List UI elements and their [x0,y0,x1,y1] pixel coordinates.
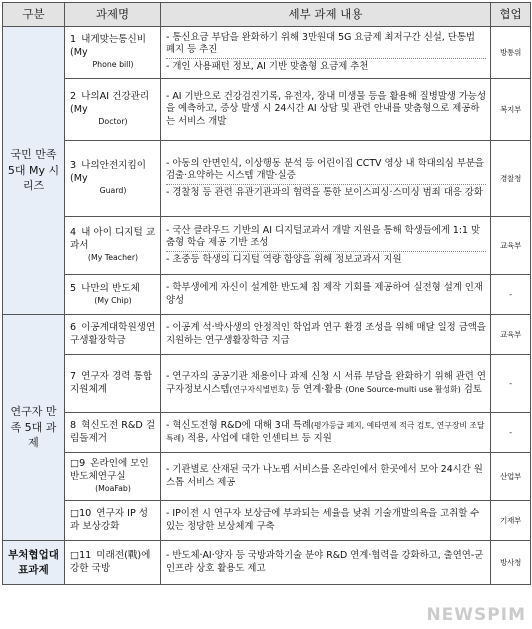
task-subtitle: Phone bill) [92,60,134,70]
task-name [65,355,161,413]
task-number: 8 [70,420,77,432]
task-details: - 기관별로 산재된 국가 나노팹 서비스를 온라인에서 한곳에서 모아 24시간 원스톱 서비스 제공 [161,453,491,501]
cooperation-agency: 산업부 [491,453,531,501]
cooperation-agency: 방통위 [491,27,531,79]
table-row [3,79,531,141]
task-number: 5 [70,282,77,294]
task-details: - 아동의 안면인식, 이상행동 분석 등 어린이집 CCTV 영상 내 학대의심 부분을 검출·요약하는 시스템 개발·실증 - 경찰청 등 관련 유관기관과의 협력을 통한 보이스피싱·스미싱 범죄 대응 강화 [161,141,491,217]
table-row [3,501,531,541]
task-title: 내게맞는통신비(My [70,34,146,58]
cooperation-agency: 복지부 [491,79,531,141]
task-name [65,275,161,315]
task-name [65,315,161,355]
task-title: 온라인에 모인 반도체연구실 [70,458,149,482]
table-row [3,315,531,355]
task-details: - 학부생에게 자신이 설계한 반도체 칩 제작 기회를 제공하여 실전형 설계 인재 양성 [161,275,491,315]
task-title: 내 아이 디지털 교과서 [70,227,156,251]
table-row [3,141,531,217]
task-details: - 국산 클라우드 기반의 AI 디지털교과서 개발 지원을 통해 학생들에게 1:1 맞춤형 학습 제공 기반 조성 - 초중등 학생의 디지털 역량 함양을 위해 정보교과서 지원 [161,217,491,275]
header-cooperation: 협업 [491,3,531,27]
task-title: 미래전(戰)에 강한 국방 [70,550,151,574]
category-researcher: 연구자 만족 5대 과제 [3,315,65,541]
task-number: 2 [70,91,77,103]
task-subtitle: (MoaFab) [95,484,131,494]
task-subtitle: Doctor) [98,117,128,127]
task-name [65,27,161,79]
cooperation-agency: - [491,413,531,453]
header-row [3,3,531,27]
task-number: □9 [70,458,86,470]
task-subtitle: (My Teacher) [87,253,139,263]
cooperation-agency: 교육부 [491,217,531,275]
task-subtitle: (My Chip) [94,296,132,306]
table-row [3,541,531,585]
task-number: 3 [70,160,77,172]
task-details: - 이공계 석·박사생의 안정적인 학업과 연구 환경 조성을 위해 매달 일정 금액을 지원하는 연구생활장학금 지급 [161,315,491,355]
task-number: 7 [70,371,77,383]
task-name [65,413,161,453]
task-details: - 연구자의 공공기관 채용이나 과제 신청 시 서류 부담을 완화하기 위해 관련 연구자정보시스템(연구자식별번호) 등 연계·활용 (One Source-multi use 활성화) 검토 [161,355,491,413]
task-number: 4 [70,227,77,239]
task-name [65,501,161,541]
cooperation-agency: 경찰청 [491,141,531,217]
task-subtitle: Guard) [99,186,127,196]
header-task-name: 과제명 [65,3,161,27]
task-title: 혁신도전 R&D 걸림돌제거 [70,420,156,444]
task-number: □10 [70,508,92,520]
task-name [65,217,161,275]
cooperation-agency: 기재부 [491,501,531,541]
watermark: NEWSPIM [426,605,526,625]
category-my-series: 국민 만족 5대 My 시리즈 [3,27,65,315]
task-title: 나만의 반도체 [81,282,140,294]
task-title: 연구자 IP 성과 보상강화 [70,508,149,532]
cooperation-agency: - [491,355,531,413]
task-name [65,141,161,217]
task-details: - 혁신도전형 R&D에 대해 3대 특례(평가등급 폐지, 예타면제 적극 검토, 연구장비 조달특례) 적용, 사업에 대한 인센티브 등 지원 [161,413,491,453]
header-details: 세부 과제 내용 [161,3,491,27]
task-table [2,2,531,585]
cooperation-agency: - [491,275,531,315]
task-number: 1 [70,34,77,46]
task-details: - 반도체·AI·양자 등 국방과학기술 분야 R&D 연계·협력을 강화하고, 출연연-군 인프라 상호 활용도 제고 [161,541,491,585]
task-title: 이공계대학원생연구생활장학금 [70,322,156,346]
table-row [3,355,531,413]
task-title: 나의AI 건강관리(My [70,91,150,115]
table-row [3,413,531,453]
task-details: - IP이전 시 연구자 보상금에 부과되는 세율을 낮춰 기술개발의욕을 고취할 수 있는 정당한 보상체계 구축 [161,501,491,541]
task-details: - 통신요금 부담을 완화하기 위해 3만원대 5G 요금제 최저구간 신설, 단통법 폐지 등 추진 - 개인 사용패턴 정보, AI 기반 맞춤형 요금제 추천 [161,27,491,79]
cooperation-agency: 방사청 [491,541,531,585]
task-details: - AI 기반으로 건강검진기록, 유전자, 장내 미생물 등을 활용해 질병발생 가능성을 예측하고, 증상 발생 시 24시간 AI 상담 및 관련 안내를 맞춤형으로 제공하는 서비스 개발 [161,79,491,141]
task-title: 나의안전지킴이(My [70,160,146,184]
task-number: 6 [70,322,77,334]
table-row [3,275,531,315]
table-row [3,217,531,275]
category-cross-ministry: 부처협업대표과제 [3,541,65,585]
task-number: □11 [70,550,92,562]
table-row [3,453,531,501]
task-name [65,541,161,585]
header-category: 구분 [3,3,65,27]
task-name [65,79,161,141]
cooperation-agency: 교육부 [491,315,531,355]
table-row [3,27,531,79]
task-name [65,453,161,501]
task-title: 연구자 경력 통합지원체계 [70,371,153,395]
